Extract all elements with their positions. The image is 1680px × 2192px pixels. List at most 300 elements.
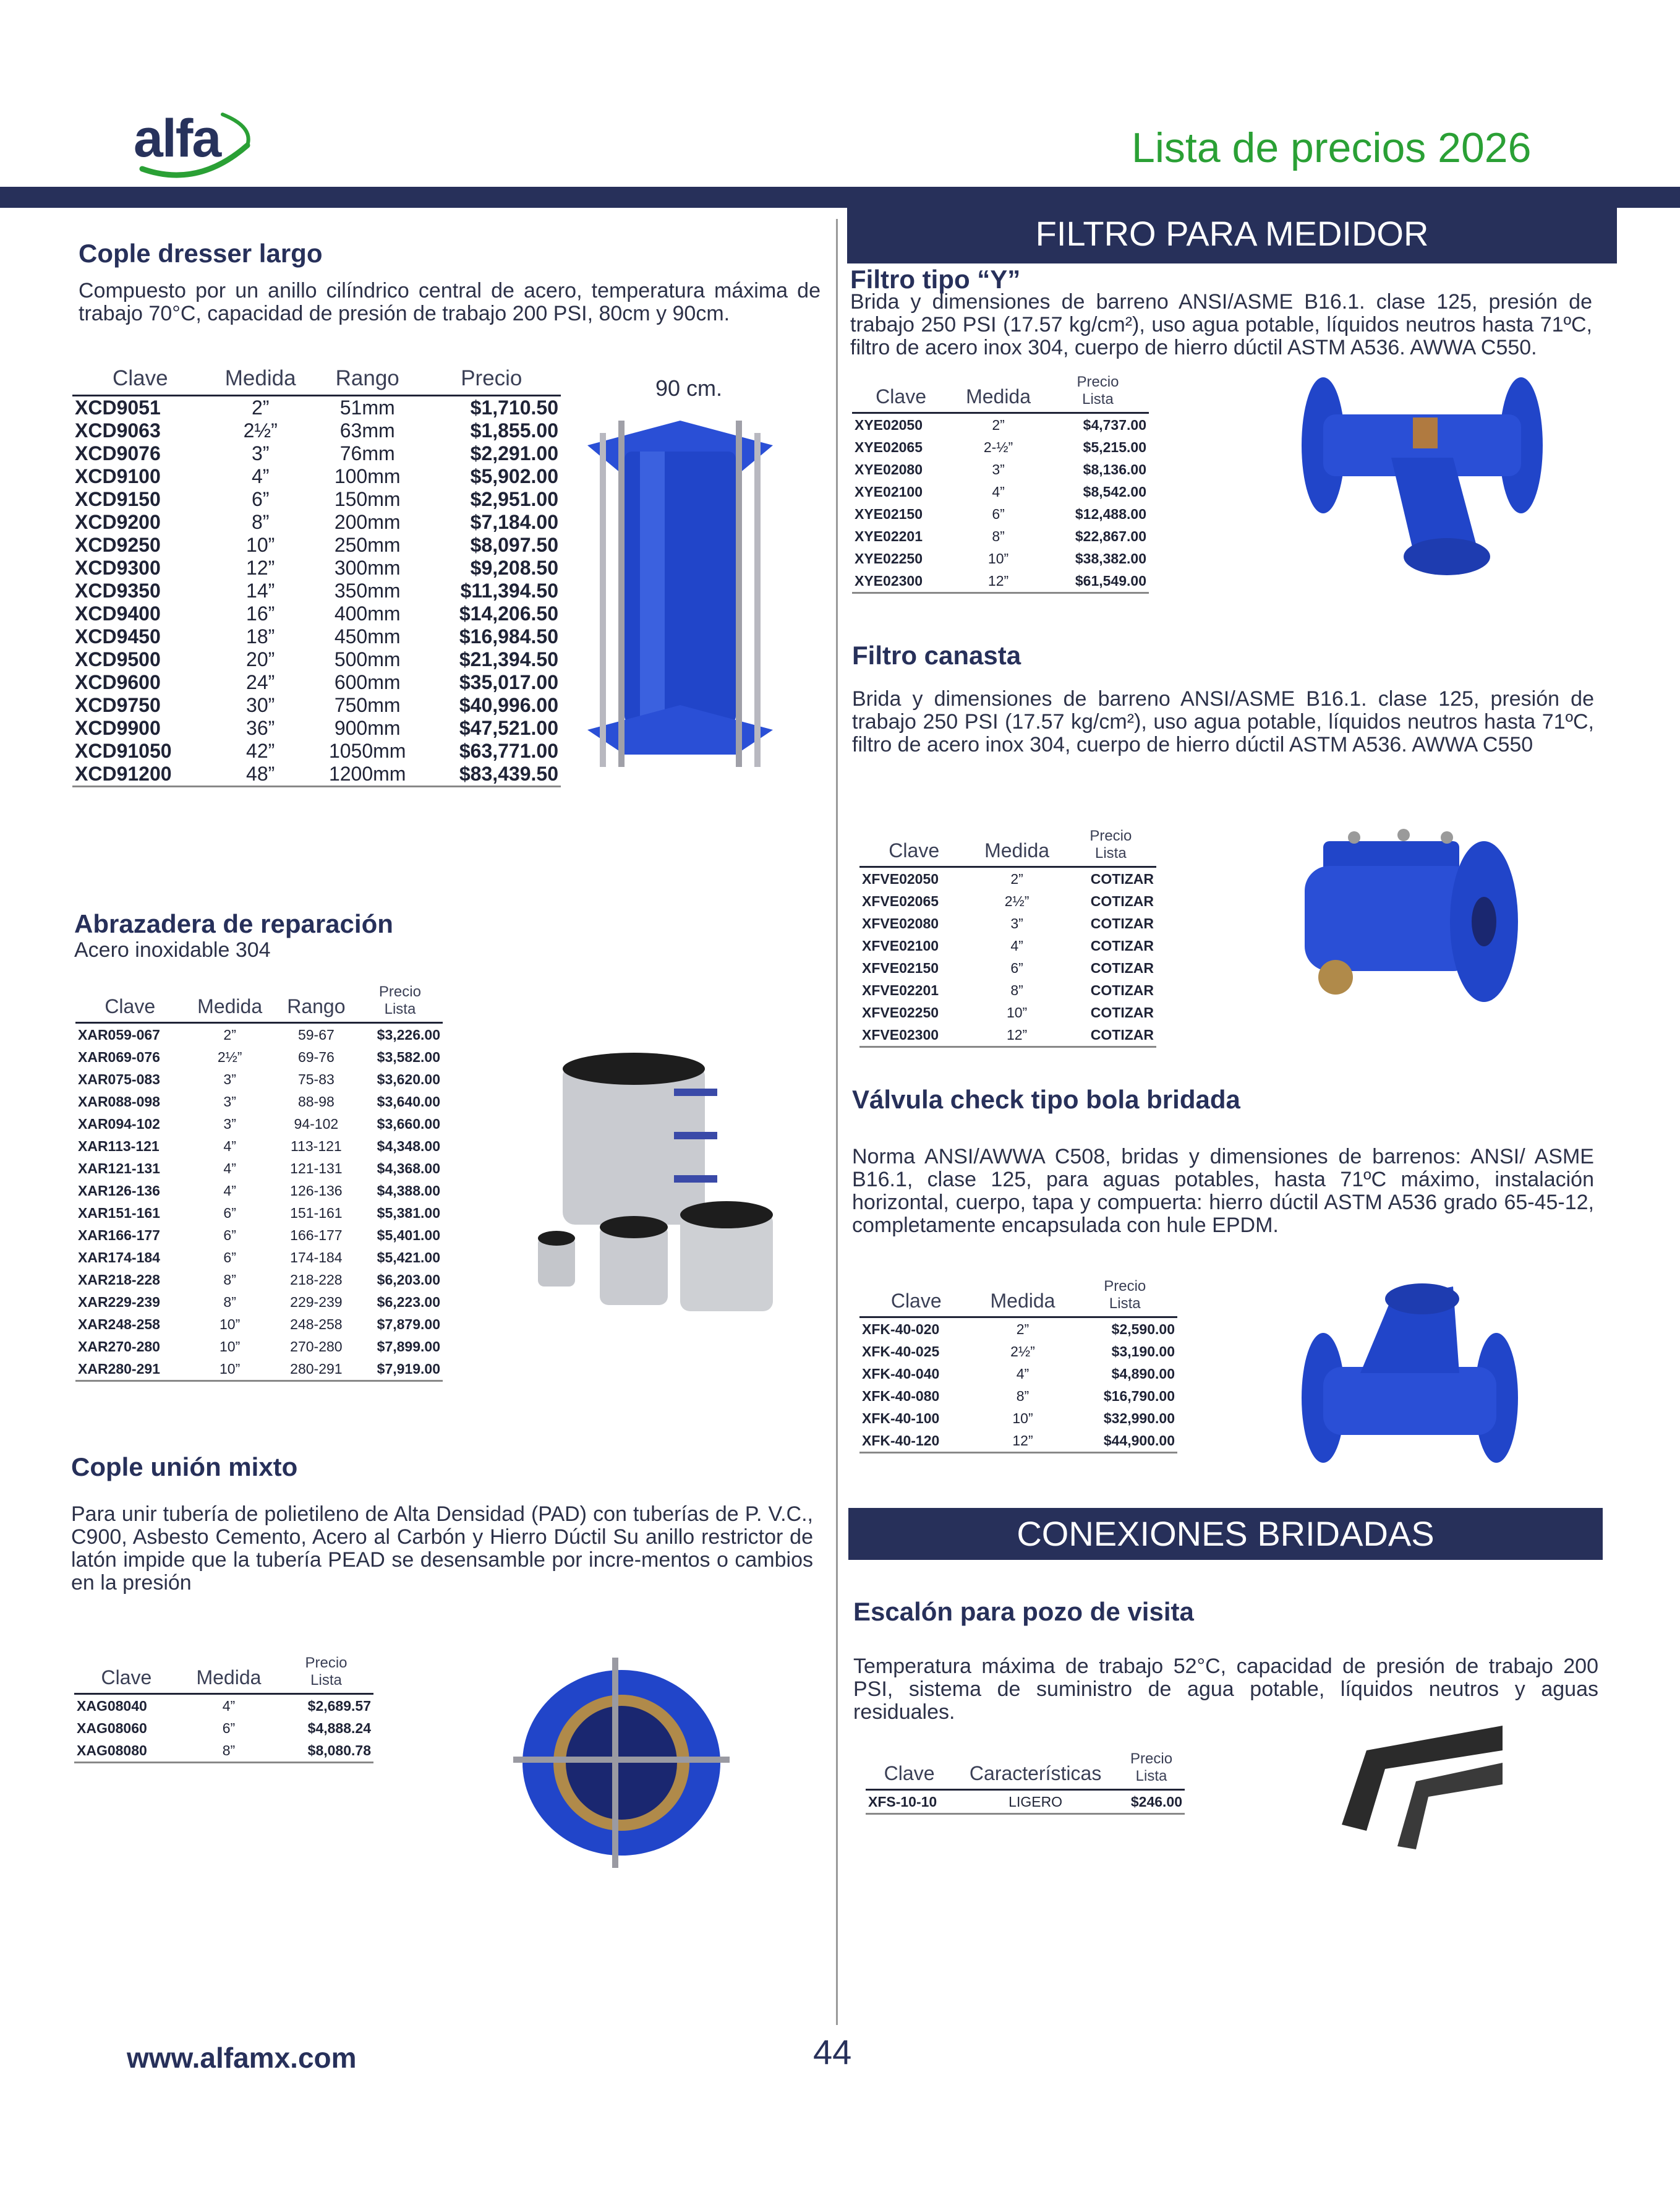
footer-website-link[interactable]: www.alfamx.com bbox=[127, 2042, 357, 2074]
table-cell: $4,890.00 bbox=[1111, 1365, 1175, 1382]
table-cell: 4” bbox=[992, 483, 1005, 500]
table-cell: XYE02300 bbox=[852, 570, 950, 593]
table-cell: XCD9100 bbox=[75, 465, 161, 487]
table-cell: XAR248-258 bbox=[78, 1316, 160, 1332]
table-cell: XAR166-177 bbox=[78, 1227, 160, 1243]
table-cell: 6” bbox=[1010, 959, 1023, 976]
table-cell: 6” bbox=[992, 505, 1005, 522]
table-cell: 8” bbox=[992, 528, 1005, 544]
table-cell: 900mm bbox=[334, 717, 401, 739]
price-table-valvula-check bbox=[859, 1278, 1177, 1453]
table-cell: 200mm bbox=[334, 511, 401, 533]
table-cell: $6,223.00 bbox=[377, 1293, 440, 1310]
table-cell: $246.00 bbox=[1118, 1790, 1185, 1814]
col-header-clave: Clave bbox=[866, 1750, 953, 1790]
table-cell: XAR088-098 bbox=[78, 1093, 160, 1110]
table-cell: XCD9076 bbox=[75, 442, 161, 465]
table-cell: $7,879.00 bbox=[377, 1316, 440, 1332]
table-row bbox=[859, 890, 1156, 912]
table-cell: XAR280-291 bbox=[75, 1358, 184, 1381]
table-cell: $63,771.00 bbox=[459, 740, 558, 762]
table-cell: 8” bbox=[251, 511, 270, 533]
table-cell: XFK-40-040 bbox=[862, 1365, 940, 1382]
table-cell: $40,996.00 bbox=[459, 694, 558, 716]
table-cell: $6,203.00 bbox=[377, 1271, 440, 1288]
table-cell: $22,867.00 bbox=[1075, 528, 1146, 544]
table-row bbox=[72, 442, 561, 465]
table-cell: XCD9063 bbox=[75, 419, 161, 442]
table-cell: XFK-40-120 bbox=[859, 1429, 973, 1453]
table-cell: 350mm bbox=[334, 580, 401, 602]
table-cell: 4” bbox=[1016, 1365, 1030, 1382]
table-cell: $3,640.00 bbox=[377, 1093, 440, 1110]
table-cell: 2” bbox=[992, 416, 1005, 433]
table-row bbox=[72, 717, 561, 740]
table-row bbox=[72, 580, 561, 602]
section-title-cople-dresser: Cople dresser largo bbox=[79, 239, 323, 268]
section-desc-cople-mixto: Para unir tubería de polietileno de Alta Densidad (PAD) con tuberías de P. V.C., C900, Asbesto Cemento, Acero al Carbón y Hierro Dúctil Su anillo restrictor de latón impide que la tubería PEAD se desensamble por incre-mentos o cambios en la presión bbox=[71, 1502, 813, 1595]
table-cell: XAG08080 bbox=[74, 1739, 179, 1763]
section-title-abrazadera: Abrazadera de reparación bbox=[74, 909, 393, 938]
table-cell: $83,439.50 bbox=[422, 763, 561, 787]
table-cell: XFK-40-080 bbox=[862, 1387, 940, 1404]
table-cell: 42” bbox=[246, 740, 275, 762]
table-row bbox=[75, 1224, 443, 1246]
col-header-clave: Clave bbox=[859, 828, 968, 867]
table-cell: 750mm bbox=[334, 694, 401, 716]
table-cell: COTIZAR bbox=[1090, 870, 1154, 887]
table-row bbox=[75, 1269, 443, 1291]
table-cell: 4” bbox=[222, 1697, 236, 1714]
filtro-y-product-image bbox=[1298, 371, 1546, 581]
col-header-precio-lista: Precio Lista bbox=[279, 1655, 373, 1694]
table-cell: XCD9400 bbox=[75, 602, 161, 625]
table-row bbox=[72, 740, 561, 763]
table-cell: XAR113-121 bbox=[78, 1137, 160, 1154]
table-cell: 3” bbox=[223, 1071, 236, 1087]
table-cell: $47,521.00 bbox=[459, 717, 558, 739]
abrazadera-product-image bbox=[526, 1051, 785, 1317]
table-cell: 1050mm bbox=[328, 740, 406, 762]
section-subtitle-abrazadera: Acero inoxidable 304 bbox=[74, 938, 271, 962]
table-cell: 12” bbox=[973, 1429, 1072, 1453]
col-header-precio-lista: Precio Lista bbox=[1072, 1278, 1177, 1317]
table-row bbox=[852, 413, 1149, 437]
table-cell: 4” bbox=[223, 1160, 236, 1176]
table-cell: 166-177 bbox=[290, 1227, 343, 1243]
table-cell: 121-131 bbox=[290, 1160, 343, 1176]
page-number: 44 bbox=[813, 2032, 852, 2071]
table-cell: 51mm bbox=[339, 396, 395, 419]
table-row bbox=[75, 1090, 443, 1113]
table-cell: 24” bbox=[246, 671, 275, 693]
table-cell: 8” bbox=[1016, 1387, 1030, 1404]
table-cell: 8” bbox=[223, 1293, 236, 1310]
section-title-cople-mixto: Cople unión mixto bbox=[71, 1452, 298, 1481]
table-cell: $5,215.00 bbox=[1083, 439, 1146, 455]
table-row bbox=[75, 1202, 443, 1224]
table-row bbox=[852, 436, 1149, 458]
table-cell: XYE02201 bbox=[855, 528, 923, 544]
table-row bbox=[859, 1317, 1177, 1341]
table-cell: XFK-40-100 bbox=[862, 1410, 940, 1426]
table-cell: 10” bbox=[1006, 1004, 1028, 1021]
table-cell: XCD9750 bbox=[75, 694, 161, 716]
table-row bbox=[859, 935, 1156, 957]
section-title-filtro-canasta: Filtro canasta bbox=[852, 641, 1021, 670]
col-header-rango: Rango bbox=[275, 983, 357, 1023]
table-cell: 100mm bbox=[334, 465, 401, 487]
table-cell: 88-98 bbox=[297, 1093, 335, 1110]
table-cell: 2½” bbox=[1004, 893, 1030, 909]
table-cell: XYE02250 bbox=[855, 550, 923, 567]
table-cell: $3,660.00 bbox=[377, 1115, 440, 1132]
table-cell: $12,488.00 bbox=[1075, 505, 1146, 522]
table-row bbox=[75, 1335, 443, 1358]
table-cell: 2” bbox=[251, 396, 270, 419]
table-cell: XAR059-067 bbox=[78, 1026, 160, 1043]
section-title-filtro-y: Filtro tipo “Y” bbox=[850, 265, 1021, 294]
table-row bbox=[852, 481, 1149, 503]
table-cell: 4” bbox=[223, 1137, 236, 1154]
table-cell: 8” bbox=[1010, 982, 1023, 998]
col-header-caracteristicas: Características bbox=[953, 1750, 1118, 1790]
table-cell: XYE02150 bbox=[855, 505, 923, 522]
table-cell: 10” bbox=[220, 1316, 241, 1332]
table-cell: XAR174-184 bbox=[78, 1249, 160, 1265]
table-cell: $3,190.00 bbox=[1111, 1343, 1175, 1359]
table-cell: COTIZAR bbox=[1090, 959, 1154, 976]
table-cell: $11,394.50 bbox=[460, 580, 558, 602]
table-row bbox=[75, 1046, 443, 1068]
table-cell: 12” bbox=[968, 1024, 1065, 1047]
table-cell: 18” bbox=[246, 625, 275, 648]
table-cell: XCD9200 bbox=[75, 511, 161, 533]
table-cell: 69-76 bbox=[297, 1048, 335, 1065]
table-cell: $3,620.00 bbox=[377, 1071, 440, 1087]
table-cell: 113-121 bbox=[291, 1137, 342, 1154]
table-cell: 6” bbox=[251, 488, 270, 510]
table-cell: $21,394.50 bbox=[459, 648, 558, 670]
section-desc-cople-dresser: Compuesto por un anillo cilíndrico central de acero, temperatura máxima de trabajo 70°C, capacidad de presión de trabajo 200 PSI, 80cm y 90cm. bbox=[79, 279, 821, 325]
table-cell: $35,017.00 bbox=[459, 671, 558, 693]
table-cell: $8,542.00 bbox=[1083, 483, 1146, 500]
table-row bbox=[72, 648, 561, 671]
col-header-clave: Clave bbox=[859, 1278, 973, 1317]
table-cell: $1,855.00 bbox=[470, 419, 558, 442]
table-cell: $8,097.50 bbox=[470, 534, 558, 556]
table-row bbox=[72, 511, 561, 534]
table-cell: 1200mm bbox=[313, 763, 422, 787]
table-cell: 229-239 bbox=[290, 1293, 343, 1310]
table-cell: XAR075-083 bbox=[78, 1071, 160, 1087]
table-cell: $5,401.00 bbox=[377, 1227, 440, 1243]
table-cell: XYE02100 bbox=[855, 483, 923, 500]
table-cell: XCD9250 bbox=[75, 534, 161, 556]
table-cell: $16,790.00 bbox=[1103, 1387, 1175, 1404]
table-cell: 4” bbox=[251, 465, 270, 487]
table-cell: XFK-40-025 bbox=[862, 1343, 940, 1359]
table-cell: 12” bbox=[246, 557, 275, 579]
table-cell: $5,421.00 bbox=[377, 1249, 440, 1265]
table-cell: 250mm bbox=[334, 534, 401, 556]
table-cell: COTIZAR bbox=[1090, 1004, 1154, 1021]
table-cell: $38,382.00 bbox=[1075, 550, 1146, 567]
table-row bbox=[859, 912, 1156, 935]
price-table-escalon bbox=[866, 1750, 1185, 1815]
table-row bbox=[859, 1024, 1156, 1047]
table-row bbox=[852, 570, 1149, 593]
table-row bbox=[72, 534, 561, 557]
table-cell: XYE02080 bbox=[855, 461, 923, 477]
cople-dresser-product-image bbox=[581, 408, 779, 773]
col-header-clave: Clave bbox=[75, 983, 184, 1023]
table-row bbox=[866, 1790, 1185, 1814]
table-cell: 2½” bbox=[217, 1048, 242, 1065]
table-cell: 10” bbox=[987, 550, 1009, 567]
table-cell: XFVE02080 bbox=[862, 915, 939, 931]
col-header-medida: Medida bbox=[184, 983, 275, 1023]
table-row bbox=[859, 1001, 1156, 1024]
table-cell: $3,582.00 bbox=[377, 1048, 440, 1065]
table-cell: XFVE02300 bbox=[859, 1024, 968, 1047]
table-cell: 75-83 bbox=[297, 1071, 335, 1087]
table-row bbox=[72, 396, 561, 420]
table-cell: 30” bbox=[246, 694, 275, 716]
table-cell: 3” bbox=[1010, 915, 1023, 931]
table-cell: $1,710.50 bbox=[470, 396, 558, 419]
valvula-check-product-image bbox=[1298, 1274, 1521, 1472]
table-cell: 400mm bbox=[334, 602, 401, 625]
table-cell: 280-291 bbox=[275, 1358, 357, 1381]
table-cell: $7,899.00 bbox=[377, 1338, 440, 1355]
table-cell: 2” bbox=[1016, 1321, 1030, 1337]
col-header-rango: Rango bbox=[313, 366, 422, 396]
logo-text: alfa bbox=[134, 109, 221, 168]
table-cell: 48” bbox=[208, 763, 313, 787]
table-cell: $3,226.00 bbox=[377, 1026, 440, 1043]
table-row bbox=[72, 625, 561, 648]
table-cell: 4” bbox=[223, 1182, 236, 1199]
col-header-clave: Clave bbox=[72, 366, 208, 396]
banner-filtro-medidor: FILTRO PARA MEDIDOR bbox=[847, 204, 1617, 263]
table-cell: 63mm bbox=[339, 419, 395, 442]
table-cell: $32,990.00 bbox=[1103, 1410, 1175, 1426]
table-cell: $4,388.00 bbox=[377, 1182, 440, 1199]
table-row bbox=[75, 1358, 443, 1381]
table-row bbox=[859, 1407, 1177, 1429]
section-title-valvula-check: Válvula check tipo bola bridada bbox=[852, 1085, 1240, 1114]
table-row bbox=[859, 1429, 1177, 1453]
price-table-cople-dresser bbox=[72, 366, 561, 787]
table-row bbox=[852, 458, 1149, 481]
table-cell: 3” bbox=[223, 1093, 236, 1110]
table-row bbox=[859, 1385, 1177, 1407]
table-cell: XFVE02050 bbox=[862, 870, 939, 887]
table-row bbox=[859, 979, 1156, 1001]
section-desc-filtro-canasta: Brida y dimensiones de barreno ANSI/ASME B16.1. clase 125, presión de trabajo 250 PSI (17.57 kg/cm²), uso agua potable, líquidos neutros hasta 71ºC, filtro de acero inox 304, cuerpo de hierro dúctil ASTM A536. AWWA C550 bbox=[852, 687, 1594, 756]
table-row bbox=[75, 1157, 443, 1179]
table-row bbox=[74, 1694, 373, 1718]
col-header-medida: Medida bbox=[208, 366, 313, 396]
table-cell: $44,900.00 bbox=[1072, 1429, 1177, 1453]
section-desc-valvula-check: Norma ANSI/AWWA C508, bridas y dimensiones de barrenos: ANSI/ ASME B16.1, clase 125, para aguas potables, hasta 71ºC máximo, instalación horizontal, cuerpo, tapa y compuerta: hierro dúctil ASTM A536 grado 65-45-12, completamente encapsulada con hule EPDM. bbox=[852, 1145, 1594, 1237]
table-cell: 6” bbox=[223, 1204, 236, 1221]
table-cell: 150mm bbox=[334, 488, 401, 510]
table-cell: $4,737.00 bbox=[1083, 416, 1146, 433]
table-row bbox=[74, 1717, 373, 1739]
table-cell: 76mm bbox=[339, 442, 395, 465]
table-row bbox=[75, 1291, 443, 1313]
table-cell: COTIZAR bbox=[1065, 1024, 1156, 1047]
table-row bbox=[75, 1113, 443, 1135]
table-cell: $2,689.57 bbox=[307, 1697, 371, 1714]
table-row bbox=[859, 1340, 1177, 1363]
table-cell: 3” bbox=[251, 442, 270, 465]
table-cell: XAR229-239 bbox=[78, 1293, 160, 1310]
table-cell: 2” bbox=[223, 1026, 236, 1043]
table-cell: $4,888.24 bbox=[307, 1719, 371, 1736]
table-cell: 10” bbox=[1012, 1410, 1033, 1426]
table-cell: 270-280 bbox=[290, 1338, 343, 1355]
col-header-medida: Medida bbox=[179, 1655, 279, 1694]
table-cell: XAR270-280 bbox=[78, 1338, 160, 1355]
table-cell: COTIZAR bbox=[1090, 893, 1154, 909]
filtro-canasta-product-image bbox=[1286, 829, 1521, 1021]
table-cell: 59-67 bbox=[297, 1026, 335, 1043]
table-cell: $7,919.00 bbox=[357, 1358, 443, 1381]
table-row bbox=[859, 867, 1156, 891]
section-desc-escalon: Temperatura máxima de trabajo 52°C, capacidad de presión de trabajo 200 PSI, sistema de suministro de agua potable, líquidos neutros y aguas residuales. bbox=[853, 1655, 1598, 1724]
table-cell: 14” bbox=[246, 580, 275, 602]
col-header-precio-lista: Precio Lista bbox=[1065, 828, 1156, 867]
table-row bbox=[75, 1246, 443, 1269]
table-cell: 3” bbox=[992, 461, 1005, 477]
table-cell: $9,208.50 bbox=[470, 557, 558, 579]
table-cell: $4,348.00 bbox=[377, 1137, 440, 1154]
table-cell: 2” bbox=[1010, 870, 1023, 887]
table-cell: XFVE02150 bbox=[862, 959, 939, 976]
table-cell: 6” bbox=[222, 1719, 236, 1736]
col-header-clave: Clave bbox=[852, 374, 950, 413]
table-cell: XYE02050 bbox=[855, 416, 923, 433]
table-cell: $2,951.00 bbox=[470, 488, 558, 510]
table-row bbox=[75, 1179, 443, 1202]
table-cell: 2½” bbox=[243, 419, 278, 442]
table-cell: XAR126-136 bbox=[78, 1182, 160, 1199]
table-cell: 600mm bbox=[334, 671, 401, 693]
col-header-medida: Medida bbox=[968, 828, 1065, 867]
table-row bbox=[75, 1135, 443, 1157]
table-cell: 248-258 bbox=[290, 1316, 343, 1332]
table-row bbox=[72, 419, 561, 442]
table-cell: $5,381.00 bbox=[377, 1204, 440, 1221]
table-cell: 6” bbox=[223, 1249, 236, 1265]
table-row bbox=[72, 694, 561, 717]
price-table-cople-mixto bbox=[74, 1655, 373, 1763]
table-cell: XFVE02201 bbox=[862, 982, 939, 998]
table-cell: 2-½” bbox=[983, 439, 1013, 455]
table-cell: XFVE02100 bbox=[862, 937, 939, 954]
table-cell: XAR151-161 bbox=[78, 1204, 160, 1221]
table-cell: 2½” bbox=[1010, 1343, 1035, 1359]
banner-conexiones-bridadas: CONEXIONES BRIDADAS bbox=[848, 1508, 1603, 1560]
table-cell: 126-136 bbox=[290, 1182, 343, 1199]
table-row bbox=[72, 671, 561, 694]
price-table-abrazadera bbox=[75, 983, 443, 1382]
col-header-precio-lista: Precio Lista bbox=[1047, 374, 1149, 413]
section-desc-filtro-y: Brida y dimensiones de barreno ANSI/ASME B16.1. clase 125, presión de trabajo 250 PSI (17.57 kg/cm²), uso agua potable, líquidos neutros hasta 71ºC, filtro de acero inox 304, cuerpo de hierro dúctil ASTM A536. AWWA C550. bbox=[850, 290, 1592, 359]
table-cell: 3” bbox=[223, 1115, 236, 1132]
table-cell: 16” bbox=[246, 602, 275, 625]
table-cell: XCD9900 bbox=[75, 717, 161, 739]
table-row bbox=[75, 1068, 443, 1090]
table-cell: $2,291.00 bbox=[470, 442, 558, 465]
table-cell: $4,368.00 bbox=[377, 1160, 440, 1176]
table-cell: XFK-40-020 bbox=[862, 1321, 940, 1337]
table-cell: XAG08040 bbox=[77, 1697, 147, 1714]
table-cell: $14,206.50 bbox=[459, 602, 558, 625]
table-row bbox=[75, 1313, 443, 1335]
escalon-product-image bbox=[1329, 1713, 1515, 1856]
table-row bbox=[852, 503, 1149, 525]
table-cell: 218-228 bbox=[290, 1271, 343, 1288]
table-row bbox=[74, 1739, 373, 1763]
table-cell: 10” bbox=[220, 1338, 241, 1355]
table-cell: XCD9450 bbox=[75, 625, 161, 648]
table-row bbox=[72, 488, 561, 511]
table-cell: 94-102 bbox=[294, 1115, 339, 1132]
table-cell: 36” bbox=[246, 717, 275, 739]
col-header-medida: Medida bbox=[950, 374, 1047, 413]
table-cell: COTIZAR bbox=[1090, 937, 1154, 954]
table-cell: XCD9350 bbox=[75, 580, 161, 602]
table-row bbox=[72, 763, 561, 787]
table-row bbox=[852, 525, 1149, 547]
table-cell: $2,590.00 bbox=[1111, 1321, 1175, 1337]
table-cell: XAR218-228 bbox=[78, 1271, 160, 1288]
table-cell: 20” bbox=[246, 648, 275, 670]
table-cell: $8,080.78 bbox=[279, 1739, 373, 1763]
table-cell: XFVE02250 bbox=[862, 1004, 939, 1021]
table-cell: $5,902.00 bbox=[470, 465, 558, 487]
table-cell: XCD9051 bbox=[75, 396, 161, 419]
table-cell: $16,984.50 bbox=[459, 625, 558, 648]
cople-mixto-product-image bbox=[507, 1651, 736, 1874]
table-cell: XAG08060 bbox=[77, 1719, 147, 1736]
table-cell: $61,549.00 bbox=[1047, 570, 1149, 593]
table-cell: 10” bbox=[184, 1358, 275, 1381]
table-cell: 300mm bbox=[334, 557, 401, 579]
table-cell: XCD9500 bbox=[75, 648, 161, 670]
table-row bbox=[75, 1023, 443, 1047]
table-cell: XFS-10-10 bbox=[866, 1790, 953, 1814]
table-cell: XCD9600 bbox=[75, 671, 161, 693]
document-title: Lista de precios 2026 bbox=[1132, 124, 1532, 171]
table-cell: $7,184.00 bbox=[470, 511, 558, 533]
price-table-filtro-y bbox=[852, 374, 1149, 594]
price-table-filtro-canasta bbox=[859, 828, 1156, 1048]
table-cell: COTIZAR bbox=[1090, 982, 1154, 998]
company-logo bbox=[130, 102, 260, 189]
table-cell: 151-161 bbox=[290, 1204, 343, 1221]
table-cell: 450mm bbox=[334, 625, 401, 648]
column-divider bbox=[836, 219, 838, 2025]
table-cell: XAR069-076 bbox=[78, 1048, 160, 1065]
table-row bbox=[859, 957, 1156, 979]
col-header-clave: Clave bbox=[74, 1655, 179, 1694]
table-row bbox=[72, 465, 561, 488]
